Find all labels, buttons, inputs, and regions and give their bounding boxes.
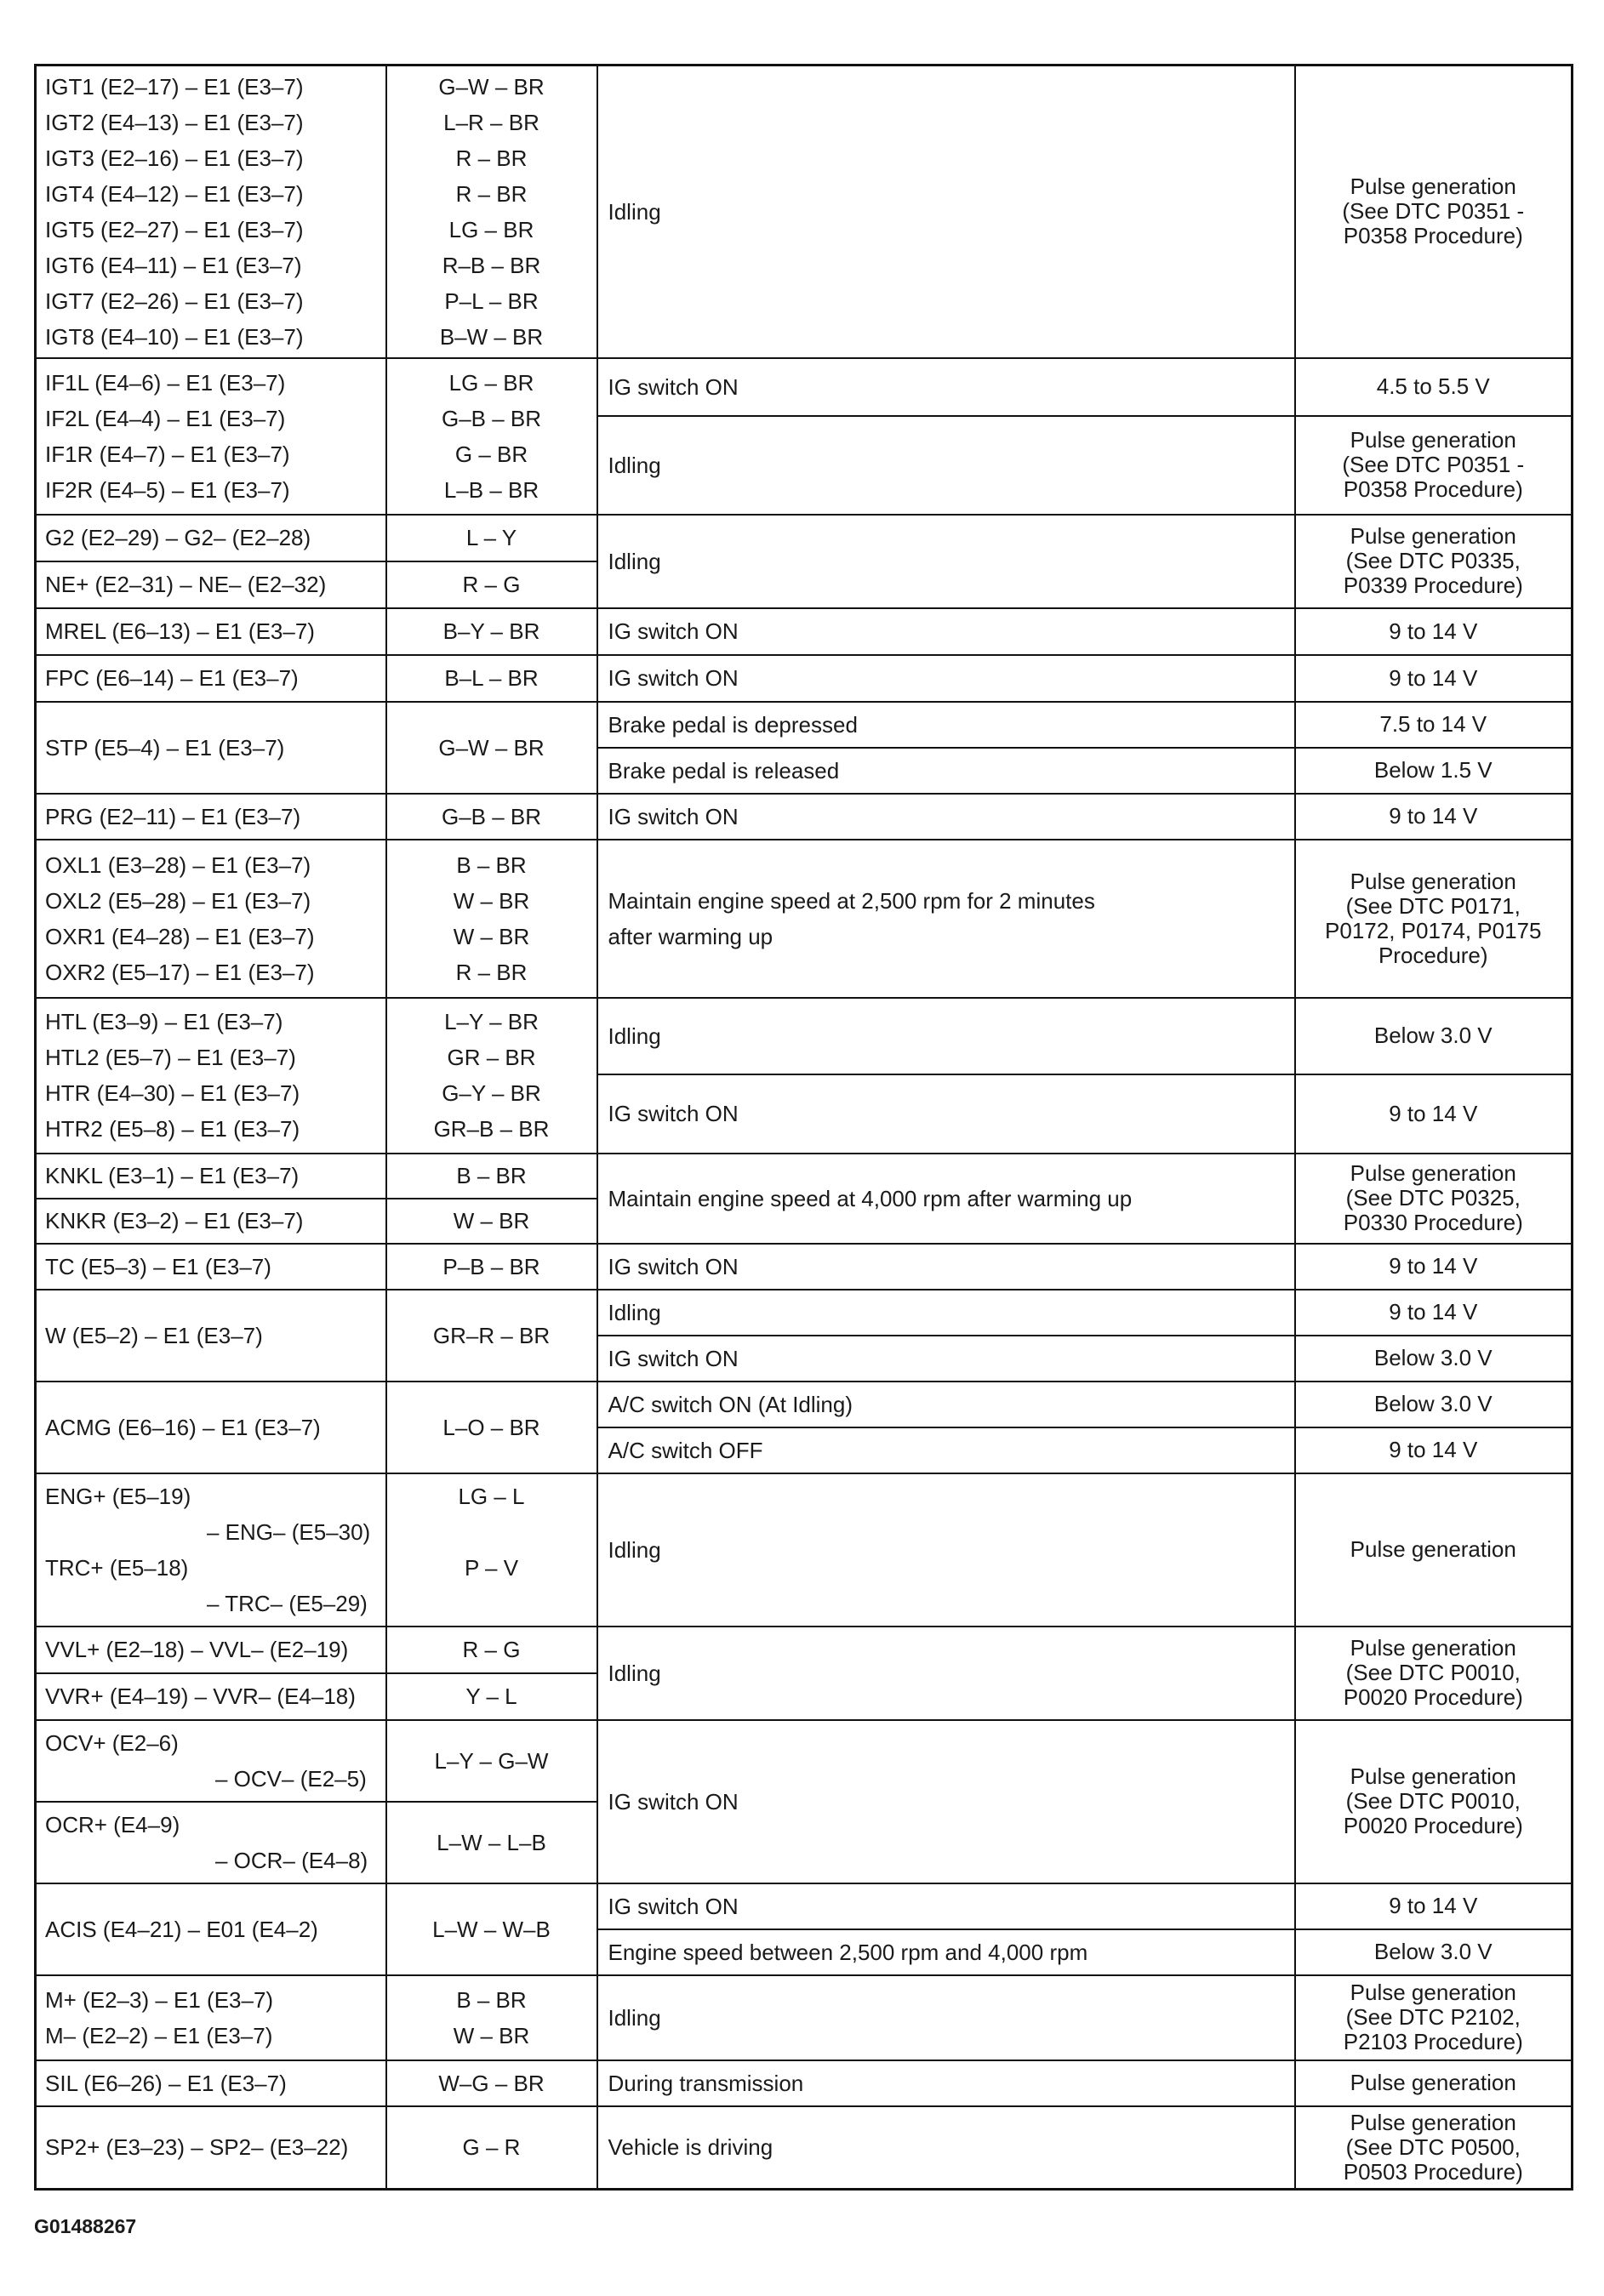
wiring-color-cell: L–Y – BR GR – BR G–Y – BR GR–B – BR <box>386 998 597 1154</box>
terminal-cell: ACIS (E4–21) – E01 (E4–2) <box>36 1883 386 1975</box>
condition-cell: A/C switch ON (At Idling) <box>597 1382 1295 1427</box>
condition-cell: IG switch ON <box>597 1244 1295 1290</box>
wiring-color-cell: W–G – BR <box>386 2060 597 2106</box>
terminal-cell: ACMG (E6–16) – E1 (E3–7) <box>36 1382 386 1473</box>
wiring-color-cell: R – G <box>386 1627 597 1673</box>
condition-cell: Maintain engine speed at 4,000 rpm after warming up <box>597 1154 1295 1244</box>
table-row <box>36 1290 1573 1336</box>
table-row <box>36 702 1573 748</box>
table-row <box>36 66 1573 358</box>
table-row <box>36 2060 1573 2106</box>
terminal-cell: OCV+ (E2–6) – OCV– (E2–5) <box>36 1720 386 1802</box>
wiring-color-cell: GR–R – BR <box>386 1290 597 1382</box>
table-row <box>36 655 1573 702</box>
table-row <box>36 998 1573 1074</box>
terminal-cell: NE+ (E2–31) – NE– (E2–32) <box>36 561 386 608</box>
spec-cell: Below 3.0 V <box>1295 1382 1573 1427</box>
condition-cell: Idling <box>597 1627 1295 1720</box>
table-row <box>36 358 1573 416</box>
wiring-color-cell: B – BR <box>386 1154 597 1199</box>
spec-cell: 9 to 14 V <box>1295 655 1573 702</box>
terminal-cell: OXL1 (E3–28) – E1 (E3–7) OXL2 (E5–28) – E1 (E3–7) OXR1 (E4–28) – E1 (E3–7) OXR2 (E5–17) – E1 (E3–7) <box>36 840 386 998</box>
condition-cell: Idling <box>597 515 1295 608</box>
spec-cell: Pulse generation <box>1295 2060 1573 2106</box>
wiring-color-cell: LG – BR G–B – BR G – BR L–B – BR <box>386 358 597 515</box>
condition-cell: Brake pedal is released <box>597 748 1295 794</box>
terminal-cell: MREL (E6–13) – E1 (E3–7) <box>36 608 386 655</box>
wiring-color-cell: G – R <box>386 2106 597 2190</box>
wiring-color-cell: B–L – BR <box>386 655 597 702</box>
terminal-cell: KNKL (E3–1) – E1 (E3–7) <box>36 1154 386 1199</box>
figure-id: G01488267 <box>34 2215 137 2237</box>
wiring-color-cell: L–W – W–B <box>386 1883 597 1975</box>
condition-cell: Idling <box>597 66 1295 358</box>
spec-cell: 7.5 to 14 V <box>1295 702 1573 748</box>
spec-cell: Pulse generation <box>1295 1473 1573 1627</box>
table-row <box>36 1627 1573 1673</box>
table-row <box>36 1244 1573 1290</box>
wiring-color-cell: G–B – BR <box>386 794 597 840</box>
wiring-color-cell: L–W – L–B <box>386 1802 597 1883</box>
condition-cell: Engine speed between 2,500 rpm and 4,000 rpm <box>597 1929 1295 1975</box>
spec-cell: Pulse generation (See DTC P0010, P0020 Procedure) <box>1295 1627 1573 1720</box>
wiring-color-cell: B–Y – BR <box>386 608 597 655</box>
condition-cell: IG switch ON <box>597 1883 1295 1929</box>
spec-cell: Pulse generation (See DTC P0351 - P0358 Procedure) <box>1295 66 1573 358</box>
terminal-cell: STP (E5–4) – E1 (E3–7) <box>36 702 386 794</box>
table-row <box>36 794 1573 840</box>
table-row <box>36 608 1573 655</box>
spec-cell: 4.5 to 5.5 V <box>1295 358 1573 416</box>
terminal-cell: VVL+ (E2–18) – VVL– (E2–19) <box>36 1627 386 1673</box>
table-row <box>36 1720 1573 1802</box>
table-row <box>36 1154 1573 1199</box>
condition-cell: IG switch ON <box>597 1336 1295 1382</box>
terminal-cell: M+ (E2–3) – E1 (E3–7) M– (E2–2) – E1 (E3–7) <box>36 1975 386 2060</box>
condition-cell: IG switch ON <box>597 358 1295 416</box>
terminal-cell: VVR+ (E4–19) – VVR– (E4–18) <box>36 1673 386 1720</box>
wiring-color-cell: G–W – BR L–R – BR R – BR R – BR LG – BR R–B – BR P–L – BR B–W – BR <box>386 66 597 358</box>
wiring-color-cell: L–O – BR <box>386 1382 597 1473</box>
terminal-cell: FPC (E6–14) – E1 (E3–7) <box>36 655 386 702</box>
terminal-cell: G2 (E2–29) – G2– (E2–28) <box>36 515 386 561</box>
spec-cell: Below 3.0 V <box>1295 1336 1573 1382</box>
spec-cell: 9 to 14 V <box>1295 794 1573 840</box>
spec-cell: Pulse generation (See DTC P2102, P2103 Procedure) <box>1295 1975 1573 2060</box>
condition-cell: Brake pedal is depressed <box>597 702 1295 748</box>
wiring-color-cell: LG – L P – V <box>386 1473 597 1627</box>
terminal-cell: SP2+ (E3–23) – SP2– (E3–22) <box>36 2106 386 2190</box>
condition-cell: Idling <box>597 1473 1295 1627</box>
table-row <box>36 1975 1573 2060</box>
condition-cell: Idling <box>597 1975 1295 2060</box>
spec-cell: Below 3.0 V <box>1295 998 1573 1074</box>
wiring-color-cell: P–B – BR <box>386 1244 597 1290</box>
condition-cell: IG switch ON <box>597 608 1295 655</box>
terminal-spec-table <box>34 64 1573 2191</box>
spec-cell: 9 to 14 V <box>1295 1074 1573 1154</box>
wiring-color-cell: L–Y – G–W <box>386 1720 597 1802</box>
terminal-cell: PRG (E2–11) – E1 (E3–7) <box>36 794 386 840</box>
spec-cell: Pulse generation (See DTC P0010, P0020 Procedure) <box>1295 1720 1573 1883</box>
table-row <box>36 1382 1573 1427</box>
condition-cell: Idling <box>597 1290 1295 1336</box>
condition-cell: IG switch ON <box>597 655 1295 702</box>
spec-cell: Pulse generation (See DTC P0335, P0339 Procedure) <box>1295 515 1573 608</box>
spec-cell: 9 to 14 V <box>1295 1883 1573 1929</box>
terminal-cell: IGT1 (E2–17) – E1 (E3–7) IGT2 (E4–13) – E1 (E3–7) IGT3 (E2–16) – E1 (E3–7) IGT4 (E4–12) – E1 (E3–7) IGT5 (E2–27) – E1 (E3–7) IGT6 (E4–11) – E1 (E3–7) IGT7 (E2–26) – E1 (E3–7) IGT8 (E4–10) – E1 (E3–7) <box>36 66 386 358</box>
wiring-color-cell: R – G <box>386 561 597 608</box>
terminal-cell: ENG+ (E5–19) – ENG– (E5–30) TRC+ (E5–18) – TRC– (E5–29) <box>36 1473 386 1627</box>
terminal-cell: HTL (E3–9) – E1 (E3–7) HTL2 (E5–7) – E1 (E3–7) HTR (E4–30) – E1 (E3–7) HTR2 (E5–8) – E1 (E3–7) <box>36 998 386 1154</box>
wiring-color-cell: B – BR W – BR <box>386 1975 597 2060</box>
spec-cell: 9 to 14 V <box>1295 608 1573 655</box>
condition-cell: Vehicle is driving <box>597 2106 1295 2190</box>
terminal-cell: TC (E5–3) – E1 (E3–7) <box>36 1244 386 1290</box>
spec-cell: Pulse generation (See DTC P0171, P0172, P0174, P0175 Procedure) <box>1295 840 1573 998</box>
spec-cell: 9 to 14 V <box>1295 1427 1573 1473</box>
condition-cell: IG switch ON <box>597 1074 1295 1154</box>
condition-cell: During transmission <box>597 2060 1295 2106</box>
spec-cell: 9 to 14 V <box>1295 1244 1573 1290</box>
spec-cell: Below 3.0 V <box>1295 1929 1573 1975</box>
wiring-color-cell: B – BR W – BR W – BR R – BR <box>386 840 597 998</box>
terminal-cell: KNKR (E3–2) – E1 (E3–7) <box>36 1199 386 1244</box>
condition-cell: IG switch ON <box>597 1720 1295 1883</box>
wiring-color-cell: G–W – BR <box>386 702 597 794</box>
terminal-cell: W (E5–2) – E1 (E3–7) <box>36 1290 386 1382</box>
condition-cell: IG switch ON <box>597 794 1295 840</box>
condition-cell: Maintain engine speed at 2,500 rpm for 2 minutes after warming up <box>597 840 1295 998</box>
spec-cell: Pulse generation (See DTC P0351 - P0358 Procedure) <box>1295 416 1573 515</box>
spec-cell: Below 1.5 V <box>1295 748 1573 794</box>
table-row <box>36 2106 1573 2190</box>
table-row <box>36 840 1573 998</box>
table-row <box>36 1473 1573 1627</box>
condition-cell: Idling <box>597 416 1295 515</box>
table-row <box>36 515 1573 561</box>
wiring-color-cell: W – BR <box>386 1199 597 1244</box>
wiring-color-cell: Y – L <box>386 1673 597 1720</box>
table-row <box>36 1883 1573 1929</box>
spec-cell: Pulse generation (See DTC P0500, P0503 Procedure) <box>1295 2106 1573 2190</box>
terminal-cell: OCR+ (E4–9) – OCR– (E4–8) <box>36 1802 386 1883</box>
spec-cell: 9 to 14 V <box>1295 1290 1573 1336</box>
terminal-cell: SIL (E6–26) – E1 (E3–7) <box>36 2060 386 2106</box>
condition-cell: Idling <box>597 998 1295 1074</box>
condition-cell: A/C switch OFF <box>597 1427 1295 1473</box>
wiring-color-cell: L – Y <box>386 515 597 561</box>
spec-cell: Pulse generation (See DTC P0325, P0330 Procedure) <box>1295 1154 1573 1244</box>
terminal-cell: IF1L (E4–6) – E1 (E3–7) IF2L (E4–4) – E1 (E3–7) IF1R (E4–7) – E1 (E3–7) IF2R (E4–5) – E1 (E3–7) <box>36 358 386 515</box>
